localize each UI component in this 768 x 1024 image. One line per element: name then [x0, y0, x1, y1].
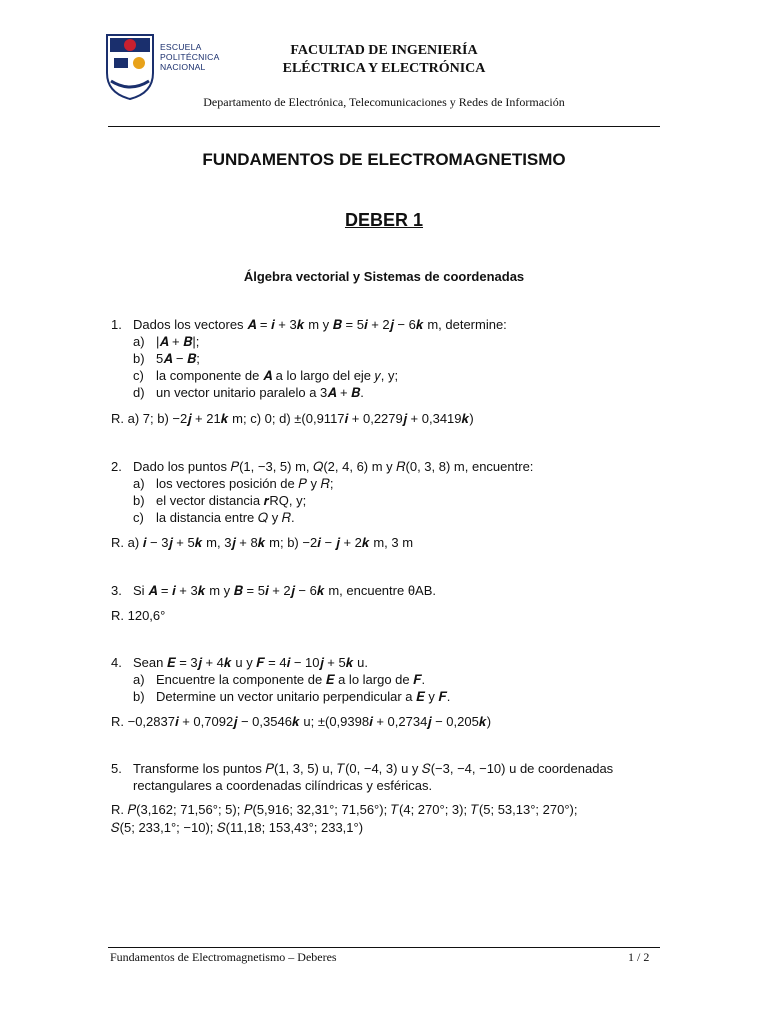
problem-answer: R. −0,2837𝒊 + 0,7092𝒋 − 0,3546𝒌 u; ±(0,9398𝒊 + 0,2734𝒋 − 0,205𝒌) — [111, 714, 492, 729]
faculty-line-1: FACULTAD DE INGENIERÍA — [290, 43, 478, 58]
page-number: 1 / 2 — [628, 950, 650, 964]
footer-divider — [108, 947, 660, 948]
department: Departamento de Electrónica, Telecomunicaciones y Redes de Información — [203, 95, 565, 109]
problem-statement: Si 𝑨 = 𝒊 + 3𝒌 m y 𝑩 = 5𝒊 + 2𝒋 − 6𝒌 m, encuentre θAB. — [133, 583, 436, 598]
assignment-title: DEBER 1 — [344, 210, 424, 230]
problem-answer: R. 120,6° — [111, 608, 166, 623]
problem-statement: Dados los vectores 𝑨 = 𝒊 + 3𝒌 m y 𝑩 = 5𝒊 + 2𝒋 − 6𝒌 m, determine: — [133, 317, 507, 332]
footer-title: Fundamentos de Electromagnetismo – Deberes — [110, 950, 337, 964]
problem-statement: Sean 𝑬 = 3𝒋 + 4𝒌 u y 𝑭 = 4𝒊 − 10𝒋 + 5𝒌 u. — [133, 655, 369, 670]
problem-answer: R. 𝑃(3,162; 71,56°; 5); 𝑃(5,916; 32,31°; 71,56°); 𝑇(4; 270°; 3); 𝑇(5; 53,13°; 270°); — [111, 802, 578, 817]
document-title: FUNDAMENTOS DE ELECTROMAGNETISMO — [202, 150, 566, 169]
problem-statement: Dado los puntos 𝑃(1, −3, 5) m, 𝑄(2, 4, 6) m y 𝑅(0, 3, 8) m, encuentre: — [133, 459, 534, 474]
problem-answer: R. a) 𝒊 − 3𝒋 + 5𝒌 m, 3𝒋 + 8𝒌 m; b) −2𝒊 − 𝒋 + 2𝒌 m, 3 m — [111, 535, 414, 550]
header-divider — [108, 126, 660, 127]
section-subtitle: Álgebra vectorial y Sistemas de coordenadas — [243, 269, 525, 284]
faculty-line-2: ELÉCTRICA Y ELECTRÓNICA — [282, 61, 486, 76]
problem-statement: Transforme los puntos 𝑃(1, 3, 5) u, 𝑇(0, −4, 3) u y 𝑆(−3, −4, −10) u de coordenadas — [133, 761, 614, 776]
problem-answer: R. a) 7; b) −2𝒋 + 21𝒌 m; c) 0; d) ±(0,9117𝒊 + 0,2279𝒋 + 0,3419𝒌) — [111, 411, 474, 426]
logo-text: ESCUELA POLITÉCNICA NACIONAL — [160, 42, 220, 72]
